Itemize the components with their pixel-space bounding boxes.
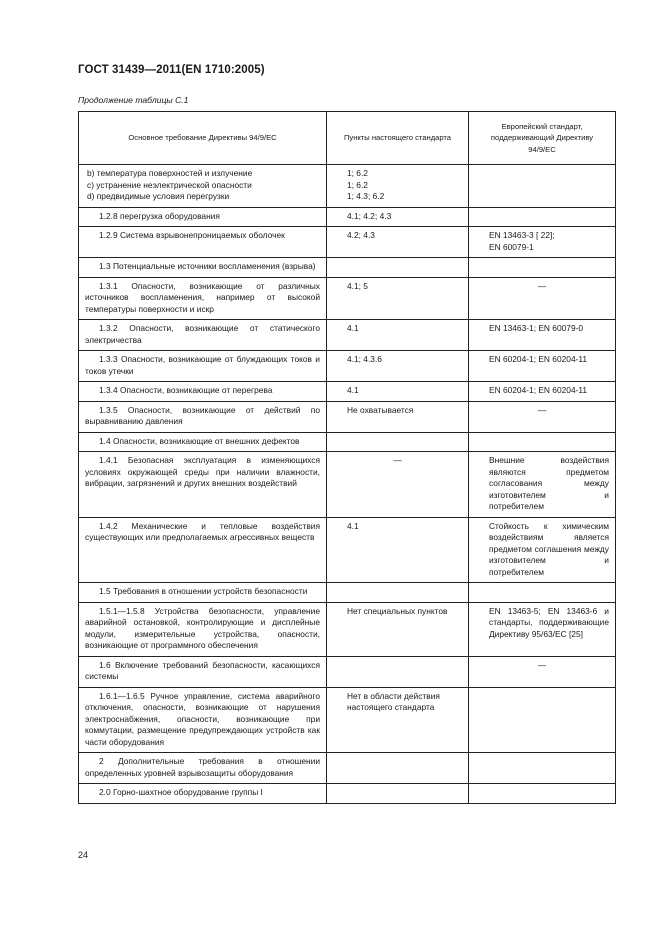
requirement-cell: 1.3.4 Опасности, возникающие от перегрева xyxy=(79,382,327,402)
table-row xyxy=(79,165,616,208)
list-item: d) предвидимые условия перегрузки xyxy=(87,191,230,201)
clauses-cell: 4.1; 4.3.6 xyxy=(327,351,469,382)
standard-cell xyxy=(469,583,616,603)
requirement-cell xyxy=(79,165,327,208)
requirement-cell: 1.2.9 Система взрывонепроницаемых оболочек xyxy=(79,227,327,258)
standard-cell xyxy=(469,258,616,278)
list-item: 1; 6.2 xyxy=(347,168,368,178)
table-row xyxy=(79,602,616,656)
requirement-cell: 1.5 Требования в отношении устройств безопасности xyxy=(79,583,327,603)
standard-cell xyxy=(469,432,616,452)
standard-cell: Внешние воздействия являются предметом согласования между изготовителем и потребителем xyxy=(469,452,616,518)
table-row xyxy=(79,517,616,583)
clauses-cell xyxy=(327,753,469,784)
clauses-cell xyxy=(327,165,469,208)
requirement-cell: 1.3.3 Опасности, возникающие от блуждающих токов и токов утечки xyxy=(79,351,327,382)
requirement-cell: 1.6 Включение требований безопасности, касающихся системы xyxy=(79,656,327,687)
standard-cell xyxy=(469,687,616,753)
requirement-cell: 1.4.2 Механические и тепловые воздействия существующих или предполагаемых агрессивных веществ xyxy=(79,517,327,583)
clauses-cell: 4.1; 4.2; 4.3 xyxy=(327,207,469,227)
table-row xyxy=(79,753,616,784)
table-row xyxy=(79,687,616,753)
document-title: ГОСТ 31439—2011(EN 1710:2005) xyxy=(78,64,265,76)
clauses-cell: 4.1 xyxy=(327,517,469,583)
table-row xyxy=(79,258,616,278)
standard-cell: EN 13463-1; EN 60079-0 xyxy=(469,320,616,351)
table-row xyxy=(79,351,616,382)
list-item: c) устранение неэлектрической опасности xyxy=(87,179,252,190)
clauses-cell xyxy=(327,784,469,804)
standard-cell: EN 60204-1; EN 60204-11 xyxy=(469,351,616,382)
standard-cell: EN 13463-3 [ 22]; EN 60079-1 xyxy=(469,227,616,258)
table-header-row xyxy=(79,112,616,165)
clauses-cell xyxy=(327,656,469,687)
clauses-cell: 4.2; 4.3 xyxy=(327,227,469,258)
table-row xyxy=(79,320,616,351)
table-row xyxy=(79,401,616,432)
requirement-cell: 1.5.1—1.5.8 Устройства безопасности, управление аварийной остановкой, контролирующие и дисплейные модули, измерительные устройства, опасности, возникающие от программного обеспечения xyxy=(79,602,327,656)
requirement-cell: 1.6.1—1.6.5 Ручное управление, система аварийного отключения, опасности, возникающие от нарушения электроснабжения, опасности, возникающие при коммутации, размещение предупреждающих устройств как части оборудования xyxy=(79,687,327,753)
clauses-cell: 4.1 xyxy=(327,382,469,402)
standard-cell xyxy=(469,784,616,804)
requirement-cell: 2.0 Горно-шахтное оборудование группы I xyxy=(79,784,327,804)
list-item: 1; 6.2 xyxy=(347,179,368,190)
table-row xyxy=(79,452,616,518)
requirement-cell: 1.4 Опасности, возникающие от внешних дефектов xyxy=(79,432,327,452)
clauses-cell xyxy=(327,258,469,278)
standard-cell: — xyxy=(469,277,616,320)
list-item: b) температура поверхностей и излучение xyxy=(87,168,253,178)
standard-cell: Стойкость к химическим воздействиям является предметом соглашения между изготовителем и потребителем xyxy=(469,517,616,583)
requirement-cell: 1.3.1 Опасности, возникающие от различных источников воспламенения, например от высокой температуры поверхности и искр xyxy=(79,277,327,320)
clauses-cell: Нет специальных пунктов xyxy=(327,602,469,656)
requirement-cell: 1.3 Потенциальные источники воспламенения (взрыва) xyxy=(79,258,327,278)
standard-cell xyxy=(469,207,616,227)
clauses-cell: Нет в области действия настоящего стандарта xyxy=(327,687,469,753)
requirement-cell: 1.2.8 перегрузка оборудования xyxy=(79,207,327,227)
requirement-cell: 1.4.1 Безопасная эксплуатация в изменяющихся условиях окружающей среды при наличии влажности, вибрации, загрязнений и других внешних воздействий xyxy=(79,452,327,518)
table-row xyxy=(79,656,616,687)
table-row xyxy=(79,207,616,227)
clauses-cell xyxy=(327,583,469,603)
clauses-cell: Не охватывается xyxy=(327,401,469,432)
page-number: 24 xyxy=(78,850,89,860)
clauses-cell xyxy=(327,432,469,452)
table-row xyxy=(79,784,616,804)
standard-cell: EN 13463-5; EN 13463-6 и стандарты, поддерживающие Директиву 95/63/ЕС [25] xyxy=(469,602,616,656)
table-row xyxy=(79,227,616,258)
standard-cell: EN 60204-1; EN 60204-11 xyxy=(469,382,616,402)
standard-cell xyxy=(469,165,616,208)
standard-cell: — xyxy=(469,656,616,687)
requirement-cell: 1.3.5 Опасности, возникающие от действий по выравниванию давления xyxy=(79,401,327,432)
column-header-standard: Европейский стандарт, поддерживающий Директиву 94/9/ЕС xyxy=(469,112,616,165)
table-row xyxy=(79,583,616,603)
table-row xyxy=(79,277,616,320)
clauses-cell: — xyxy=(327,452,469,518)
column-header-requirement: Основное требование Директивы 94/9/ЕС xyxy=(79,112,327,165)
column-header-clauses: Пункты настоящего стандарта xyxy=(327,112,469,165)
standard-cell xyxy=(469,753,616,784)
requirements-table xyxy=(78,111,616,804)
standard-cell: — xyxy=(469,401,616,432)
clauses-cell: 4.1 xyxy=(327,320,469,351)
clauses-cell: 4.1; 5 xyxy=(327,277,469,320)
table-row xyxy=(79,382,616,402)
requirement-cell: 1.3.2 Опасности, возникающие от статического электричества xyxy=(79,320,327,351)
requirement-cell: 2 Дополнительные требования в отношении определенных уровней взрывозащиты оборудования xyxy=(79,753,327,784)
table-continuation-caption: Продолжение таблицы С.1 xyxy=(78,95,189,105)
list-item: 1; 4.3; 6.2 xyxy=(347,191,385,201)
table-row xyxy=(79,432,616,452)
